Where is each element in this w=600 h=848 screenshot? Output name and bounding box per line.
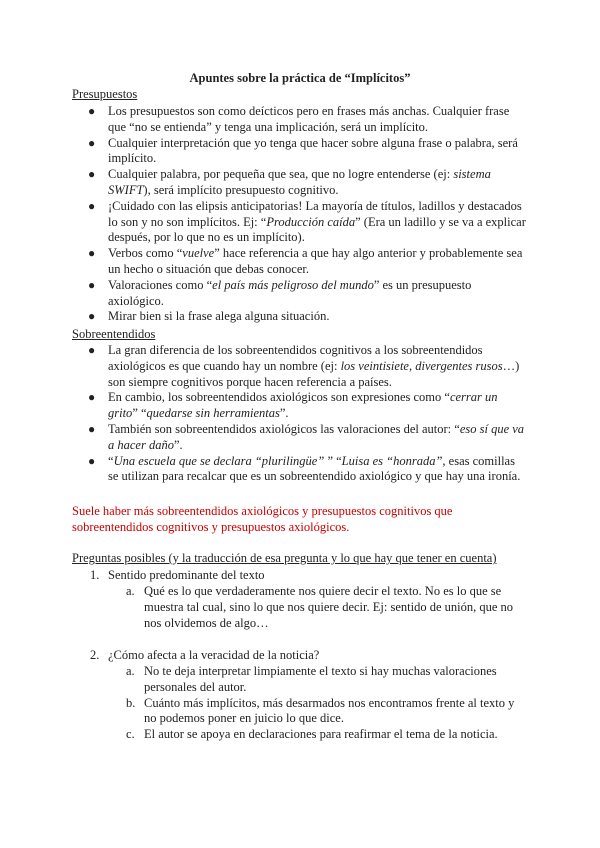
sub-item-letter: a.	[126, 584, 135, 598]
text-segment: La gran diferencia de los sobreentendidos cognitivos a los sobreentendidos axiológicos es que cuando hay un nombre (ej:	[108, 343, 483, 373]
text-segment: En cambio, los sobreentendidos axiológicos son expresiones como “	[108, 390, 450, 405]
text-segment: ” hace referencia a que hay algo anterior y probablemente sea un hecho o situación que debas conocer.	[108, 246, 523, 276]
text-segment: Mirar bien si la frase alega alguna situación.	[108, 309, 330, 324]
sobreentendidos-list	[0, 343, 600, 485]
text-segment: ¡Cuidado con las elipsis anticipatorias! La mayoría de títulos, ladillos y destacados lo son y no son implícitos. Ej: “	[108, 198, 522, 229]
bullet-item	[0, 422, 600, 454]
bullet-icon: ●	[88, 343, 96, 357]
text-segment: …) son siempre cognitivos porque hacen referencia a países.	[108, 358, 520, 389]
italic-text: Producción caída	[266, 214, 356, 229]
italic-text: el país más peligroso del mundo	[212, 277, 374, 292]
sub-item-letter: b.	[126, 695, 136, 710]
red-note: Suele haber más sobreentendidos axiológicos y presupuestos cognitivos que sobreentendidos cognitivos y presupuestos axiológicos.	[72, 504, 453, 534]
bullet-icon: ●	[88, 198, 96, 213]
italic-text: quedarse sin herramientas	[146, 406, 280, 421]
italic-text: Luisa es “honrada”	[341, 453, 443, 468]
sub-item-letter: c.	[126, 727, 135, 742]
italic-text: eso sí que va a hacer daño	[108, 421, 525, 452]
bullet-item	[0, 278, 600, 310]
sub-item-text: Qué es lo que verdaderamente nos quiere decir el texto. No es lo que se muestra tal cual, sino lo que nos quiere decir. Ej: sentido de unión, que no nos olvidemos de algo…	[144, 584, 514, 630]
italic-text: cerrar un grito	[108, 390, 498, 421]
text-segment: Cualquier interpretación que yo tenga que hacer sobre alguna frase o palabra, será implícito.	[108, 135, 518, 166]
sub-item-text: Cuánto más implícitos, más desarmados nos encontramos frente al texto y no podemos poner en juicio lo que dice.	[144, 695, 515, 726]
text-segment: ” “	[132, 406, 147, 421]
text-segment: ” es un presupuesto axiológico.	[108, 277, 472, 308]
bullet-item	[0, 136, 600, 168]
italic-text: sistema SWIFT	[108, 167, 491, 197]
sub-item	[0, 696, 600, 728]
section-heading-presupuestos: Presupuestos	[72, 87, 138, 101]
bullet-item	[0, 454, 600, 486]
text-segment: Valoraciones como “	[108, 277, 213, 292]
bullet-item	[0, 104, 600, 136]
text-segment: ,	[408, 358, 416, 373]
sub-item-letter: a.	[126, 664, 135, 678]
bullet-icon: ●	[88, 135, 96, 150]
bullet-item	[0, 246, 600, 278]
bullet-icon: ●	[88, 309, 96, 324]
italic-text: Una escuela que se declara “plurilingüe”	[113, 453, 328, 468]
question-label: Sentido predominante del texto	[108, 568, 265, 582]
bullet-item	[0, 167, 600, 199]
bullet-item	[0, 390, 600, 422]
bullet-icon: ●	[88, 104, 96, 118]
text-segment: Los presupuestos son como deícticos pero en frases más anchas. Cualquier frase que “no se entienda” y tenga una implicación, será un implícito.	[108, 104, 510, 134]
question-2-sublist	[0, 664, 600, 743]
italic-text: vuelve	[182, 246, 215, 261]
bullet-item	[0, 199, 600, 246]
bullet-icon: ●	[88, 167, 96, 182]
bullet-icon: ●	[88, 277, 96, 292]
sub-item-text: No te deja interpretar limpiamente el texto si hay muchas valoraciones personales del autor.	[144, 664, 497, 694]
document-title: Apuntes sobre la práctica de “Implícitos”	[189, 71, 411, 85]
bullet-icon: ●	[88, 421, 96, 436]
sub-item-text: El autor se apoya en declaraciones para reafirmar el tema de la noticia.	[144, 727, 498, 742]
text-segment: “	[108, 453, 114, 468]
section-heading-preguntas: Preguntas posibles (y la traducción de esa pregunta y lo que hay que tener en cuenta)	[72, 551, 497, 565]
question-label: ¿Cómo afecta a la veracidad de la noticia?	[108, 648, 320, 662]
question-1-sublist	[0, 584, 600, 631]
italic-text: divergentes rusos	[415, 358, 503, 373]
text-segment: ”.	[173, 437, 183, 452]
text-segment: ), será implícito presupuesto cognitivo.	[143, 182, 339, 197]
text-segment: ”.	[279, 406, 289, 421]
bullet-icon: ●	[88, 390, 96, 405]
bullet-item	[0, 343, 600, 390]
text-segment: Verbos como “	[108, 246, 183, 261]
sub-item	[0, 727, 600, 743]
text-segment: , esas comillas se utilizan para recalcar que es un sobreentendido axiológico y que hay una ironía.	[108, 453, 521, 484]
sub-item	[0, 584, 600, 631]
section-heading-sobreentendidos: Sobreentendidos	[72, 327, 156, 341]
italic-text: los veintisiete	[340, 358, 409, 373]
bullet-item	[0, 309, 600, 325]
sub-item	[0, 664, 600, 696]
text-segment: ” “	[327, 453, 342, 468]
presupuestos-list	[0, 104, 600, 325]
bullet-icon: ●	[88, 453, 96, 468]
question-number: 2.	[90, 648, 100, 662]
bullet-icon: ●	[88, 246, 96, 261]
text-segment: También son sobreentendidos axiológicos las valoraciones del autor: “	[108, 421, 460, 436]
question-number: 1.	[90, 568, 100, 582]
text-segment: Cualquier palabra, por pequeña que sea, que no logre entenderse (ej:	[108, 167, 454, 182]
text-segment: ” (Era un ladillo y se va a explicar después, por lo que no es un implícito).	[108, 214, 526, 245]
